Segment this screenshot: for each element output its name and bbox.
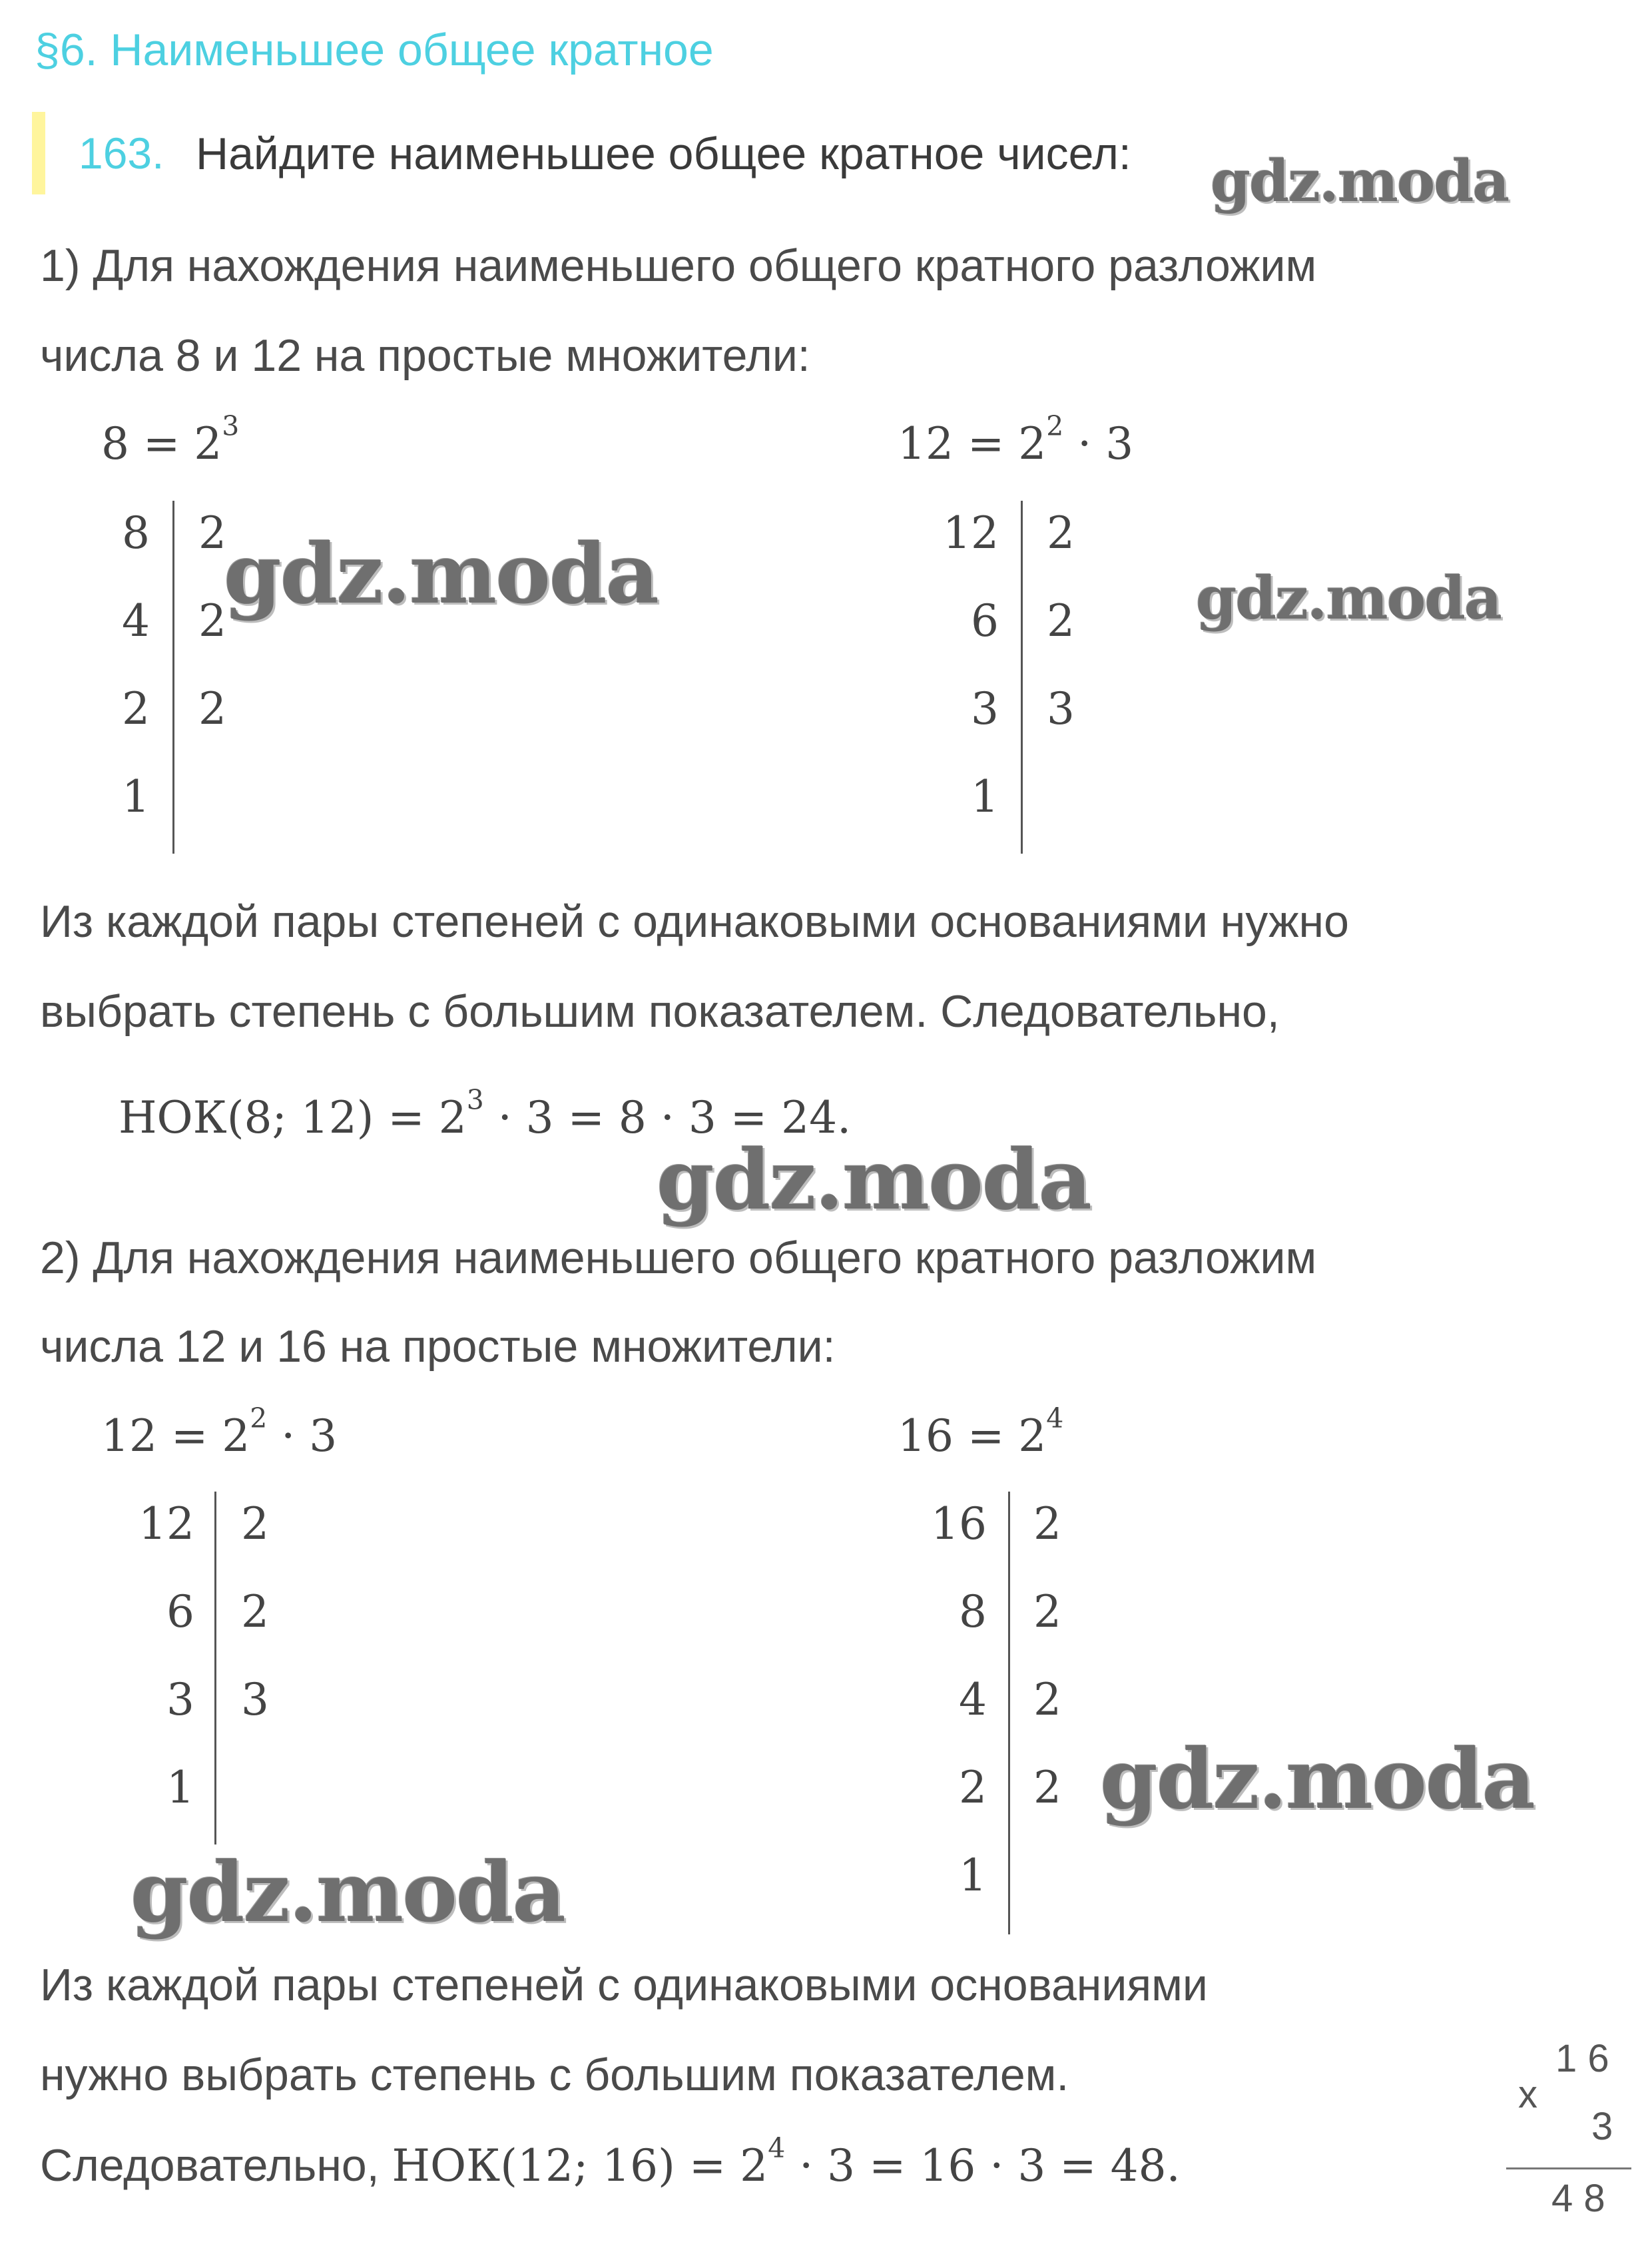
part1-right-factor: 2 <box>1047 595 1075 647</box>
watermark-logo: gdz.moda <box>1211 148 1509 215</box>
task-highlight-bar <box>32 112 45 194</box>
part2-conclusion-line1: Из каждой пары степеней с одинаковыми основаниями <box>40 1960 1208 2010</box>
part1-right-factor: 3 <box>1047 683 1075 734</box>
part1-right-number: 12 <box>943 507 999 559</box>
part2-right-number: 16 <box>931 1498 987 1550</box>
part2-left-formula: $12 = 2^2 \cdot 3$ <box>101 1402 338 1462</box>
part1-right-divider <box>1021 501 1023 854</box>
part1-right-number: 6 <box>971 595 999 647</box>
part2-right-number: 1 <box>959 1850 987 1901</box>
watermark-logo: gdz.moda <box>224 526 658 623</box>
part2-result: НОК(12; $16) = 2^4 \cdot 3 = 16 \cdot 3 = 48$. <box>392 2132 1181 2191</box>
part2-left-number: 12 <box>138 1498 194 1550</box>
part1-intro-line1: 1) Для нахождения наименьшего общего кратного разложим <box>40 240 1317 291</box>
part2-right-formula: $16 = 2^4$ <box>898 1402 1064 1462</box>
part1-intro-line2: числа 8 и 12 на простые множители: <box>40 330 810 381</box>
part2-left-factor: 2 <box>241 1586 269 1637</box>
part2-conclusion-line3: Следовательно, НОК(12; $16) = 2^4 \cdot 3 = 16 \cdot 3 = 48$. <box>40 2132 1181 2191</box>
part2-left-number: 3 <box>166 1674 194 1725</box>
part1-left-formula: $8 = 2^3$ <box>101 410 240 469</box>
part2-left-number: 1 <box>166 1762 194 1813</box>
part1-result: НОК(8; $12) = 2^3 \cdot 3 = 8 \cdot 3 = 24$. <box>119 1084 852 1143</box>
watermark-logo: gdz.moda <box>1100 1731 1534 1828</box>
watermark-logo: gdz.moda <box>131 1844 565 1941</box>
part1-conclusion-line2: выбрать степень с большим показателем. Следовательно, <box>40 986 1280 1037</box>
part1-left-factor: 2 <box>198 595 226 647</box>
part2-left-factor: 3 <box>241 1674 269 1725</box>
part1-right-formula: $12 = 2^2 \cdot 3$ <box>898 410 1134 469</box>
part2-right-number: 2 <box>959 1762 987 1813</box>
part1-left-number: 1 <box>122 771 150 822</box>
part2-right-factor: 2 <box>1033 1498 1061 1550</box>
part1-right-factor: 2 <box>1047 507 1075 559</box>
part1-left-number: 4 <box>122 595 150 647</box>
part1-conclusion-line1: Из каждой пары степеней с одинаковыми основаниями нужно <box>40 896 1349 947</box>
watermark-logo: gdz.moda <box>1196 563 1502 633</box>
section-title: §6. Наименьшее общее кратное <box>35 25 714 75</box>
part2-conclusion-line2: нужно выбрать степень с большим показателем. <box>40 2050 1069 2100</box>
part1-left-number: 8 <box>122 507 150 559</box>
task-number: 163. <box>79 129 164 178</box>
part2-intro-line1: 2) Для нахождения наименьшего общего кратного разложим <box>40 1233 1317 1283</box>
multiplication-sign: x <box>1518 2073 1537 2116</box>
multiplication-result: 4 8 <box>1551 2177 1605 2220</box>
part1-left-factor: 2 <box>198 683 226 734</box>
multiplication-line <box>1506 2167 1631 2169</box>
part2-intro-line2: числа 12 и 16 на простые множители: <box>40 1321 836 1372</box>
part1-left-factor: 2 <box>198 507 226 559</box>
multiplication-bottom-operand: 3 <box>1591 2105 1613 2148</box>
part1-right-number: 1 <box>971 771 999 822</box>
part2-right-factor: 2 <box>1033 1586 1061 1637</box>
part1-left-divider <box>172 501 174 854</box>
part2-right-divider <box>1008 1492 1010 1934</box>
part2-right-factor: 2 <box>1033 1674 1061 1725</box>
part2-left-divider <box>214 1492 216 1844</box>
part2-left-number: 6 <box>166 1586 194 1637</box>
part2-right-number: 4 <box>959 1674 987 1725</box>
part2-left-factor: 2 <box>241 1498 269 1550</box>
part2-right-factor: 2 <box>1033 1762 1061 1813</box>
part1-right-number: 3 <box>971 683 999 734</box>
multiplication-top-operand: 1 6 <box>1555 2037 1609 2080</box>
watermark-logo: gdz.moda <box>657 1132 1091 1229</box>
part2-right-number: 8 <box>959 1586 987 1637</box>
task-title: Найдите наименьшее общее кратное чисел: <box>196 129 1131 179</box>
part1-left-number: 2 <box>122 683 150 734</box>
